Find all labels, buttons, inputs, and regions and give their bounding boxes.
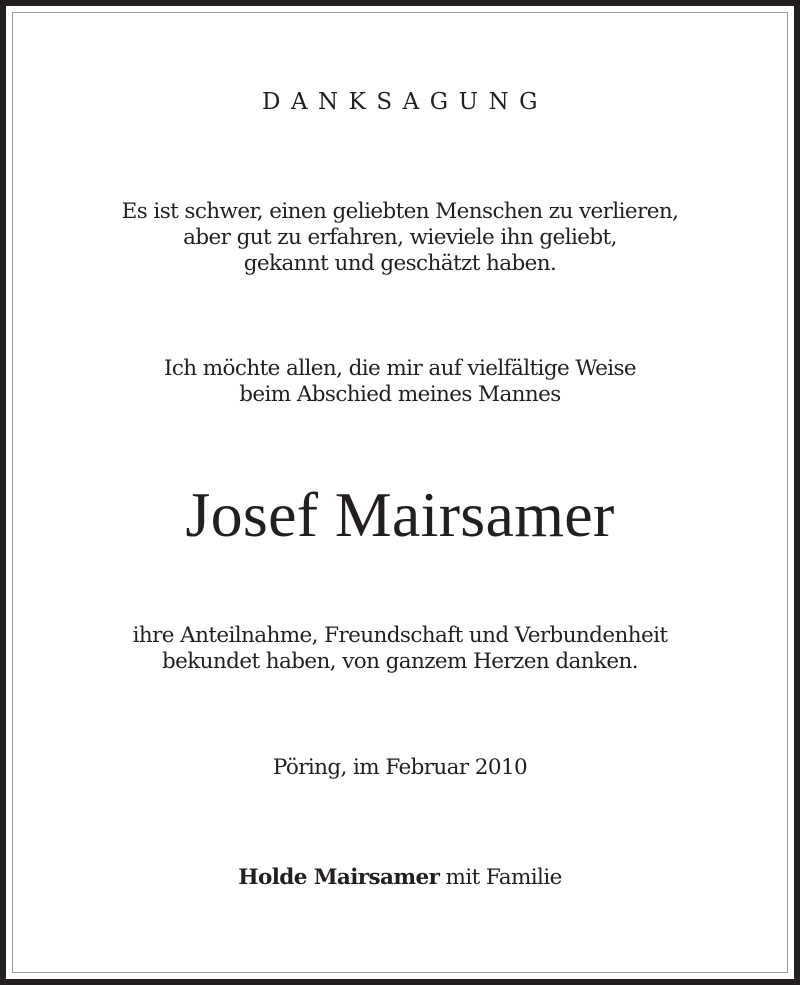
signature-suffix: mit Familie — [439, 865, 562, 890]
paragraph2-line1: Ich möchte allen, die mir auf vielfältige Weise — [163, 356, 637, 381]
signature-name: Holde Mairsamer — [238, 865, 440, 890]
paragraph1-line3: gekannt und geschätzt haben. — [243, 251, 557, 276]
paragraph3-line2: bekundet haben, von ganzem Herzen danken. — [161, 649, 639, 674]
paragraph1-line2: aber gut zu erfahren, wieviele ihn geliebt, — [183, 225, 617, 250]
notice-heading: DANKSAGUNG — [262, 89, 548, 115]
paragraph1-line1: Es ist schwer, einen geliebten Menschen zu verlieren, — [121, 199, 679, 224]
paragraph3-line1: ihre Anteilnahme, Freundschaft und Verbundenheit — [132, 623, 668, 648]
signature — [0, 865, 800, 891]
place-date: Pöring, im Februar 2010 — [272, 755, 528, 780]
deceased-name: Josef Mairsamer — [185, 479, 615, 550]
paragraph2-line2: beim Abschied meines Mannes — [239, 382, 561, 407]
